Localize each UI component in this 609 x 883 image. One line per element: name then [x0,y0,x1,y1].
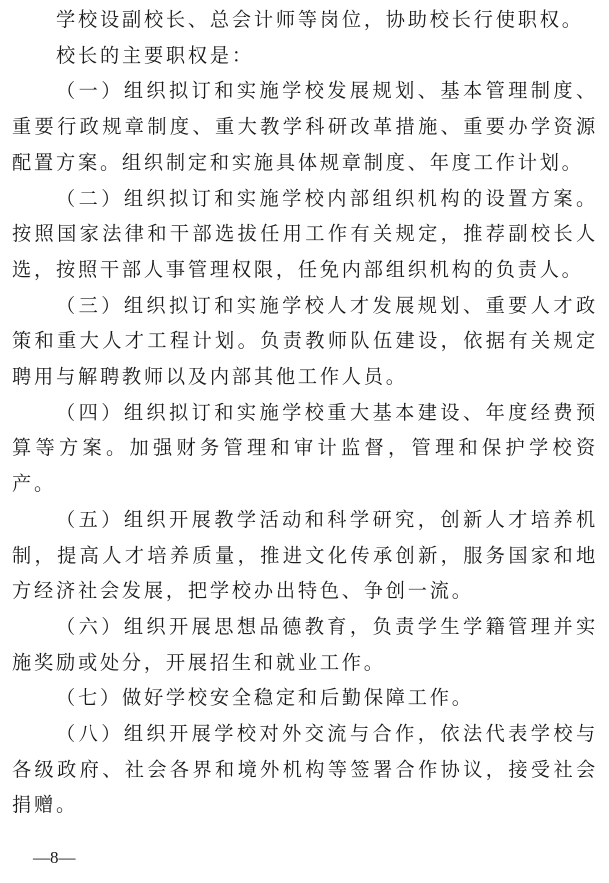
paragraph-item-8: （八）组织开展学校对外交流与合作，依法代表学校与各级政府、社会各界和境外机构等签署合作协议，接受社会捐赠。 [12,722,598,817]
paragraph-item-2: （二）组织拟订和实施学校内部组织机构的设置方案。按照国家法律和干部选拔任用工作有关规定，推荐副校长人选，按照干部人事管理权限，任免内部组织机构的负责人。 [12,186,598,281]
body-text [12,2,598,823]
paragraph-item-7: （七）做好学校安全稳定和后勤保障工作。 [56,686,474,710]
paragraph-item-4: （四）组织拟订和实施学校重大基本建设、年度经费预算等方案。加强财务管理和审计监督，管理和保护学校资产。 [12,400,598,496]
paragraph-item-6: （六）组织开展思想品德教育，负责学生学籍管理并实施奖励或处分，开展招生和就业工作。 [12,614,598,674]
paragraph-item-3: （三）组织拟订和实施学校人才发展规划、重要人才政策和重大人才工程计划。负责教师队伍建设，依据有关规定聘用与解聘教师以及内部其他工作人员。 [12,293,598,389]
paragraph-item-1: （一）组织拟订和实施学校发展规划、基本管理制度、重要行政规章制度、重大教学科研改革措施、重要办学资源配置方案。组织制定和实施具体规章制度、年度工作计划。 [12,79,598,174]
paragraph-item-5: （五）组织开展教学活动和科学研究，创新人才培养机制，提高人才培养质量，推进文化传承创新，服务国家和地方经济社会发展，把学校办出特色、争创一流。 [12,507,598,603]
page-number: —8— [33,848,76,867]
paragraph-deputy-positions: 学校设副校长、总会计师等岗位，协助校长行使职权。 [56,8,584,31]
paragraph-duties-intro: 校长的主要职权是： [56,43,254,67]
